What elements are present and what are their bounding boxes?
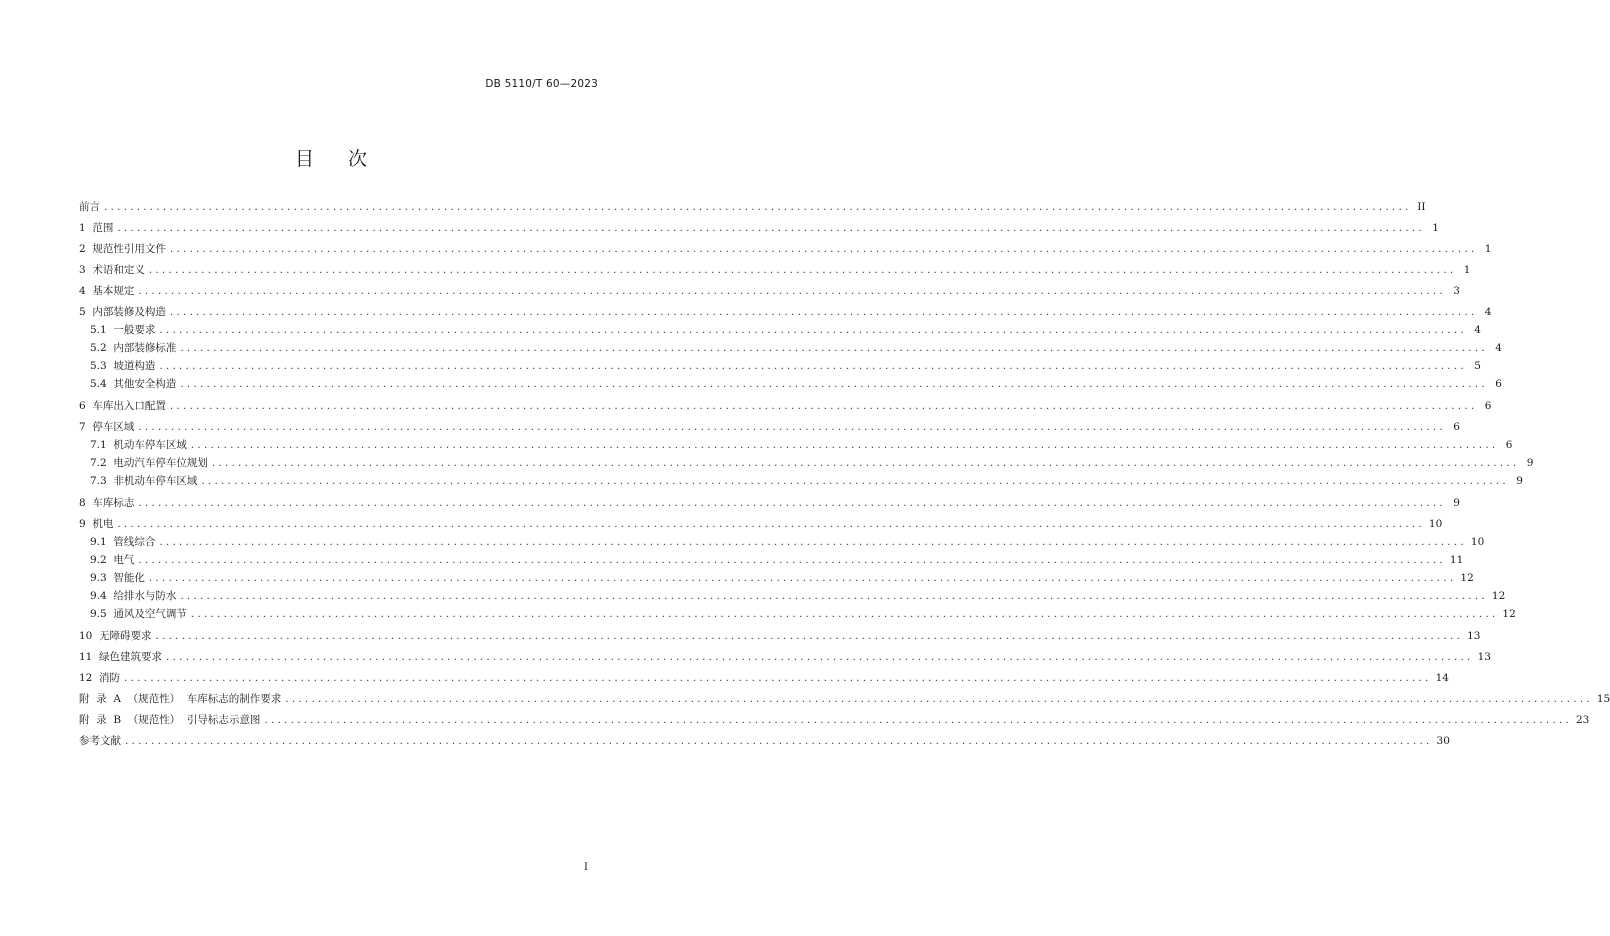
toc-entry-label: 7.3 非机动车停车区域 bbox=[90, 475, 198, 487]
document-code: DB 5110/T 60—2023 bbox=[485, 78, 598, 90]
toc-leader-dots: ........................................................................................................................................................................................................ bbox=[138, 421, 1446, 433]
table-of-contents bbox=[79, 200, 1610, 749]
toc-entry-label: 参考文献 bbox=[79, 735, 121, 747]
toc-entry-page: 13 bbox=[1467, 630, 1481, 642]
toc-entry-label: 9.1 管线综合 bbox=[90, 536, 156, 548]
toc-entry-page: 4 bbox=[1484, 306, 1492, 318]
toc-entry-page: II bbox=[1417, 201, 1426, 213]
toc-entry[interactable] bbox=[79, 650, 1491, 665]
toc-entry[interactable] bbox=[79, 734, 1450, 749]
toc-entry-page: 30 bbox=[1436, 735, 1450, 747]
toc-entry-label: 1 范围 bbox=[79, 222, 114, 234]
toc-entry-page: 6 bbox=[1484, 400, 1492, 412]
toc-entry[interactable] bbox=[79, 692, 1610, 707]
toc-entry-page: 9 bbox=[1526, 457, 1534, 469]
toc-entry[interactable] bbox=[79, 607, 1516, 622]
toc-entry[interactable] bbox=[79, 553, 1464, 568]
toc-entry[interactable] bbox=[79, 305, 1492, 320]
toc-entry-page: 6 bbox=[1505, 439, 1513, 451]
toc-entry-page: 5 bbox=[1474, 360, 1481, 372]
toc-entry[interactable] bbox=[79, 263, 1471, 278]
toc-entry-label: 5.2 内部装修标准 bbox=[90, 342, 177, 354]
toc-entry-page: 4 bbox=[1495, 342, 1502, 354]
toc-entry-page: 12 bbox=[1502, 608, 1516, 620]
toc-entry-page: 12 bbox=[1460, 572, 1474, 584]
toc-leader-dots: ........................................................................................................................................................................................................ bbox=[117, 222, 1425, 234]
toc-leader-dots: ........................................................................................................................................................................................................ bbox=[166, 651, 1474, 663]
toc-entry-page: 13 bbox=[1477, 651, 1491, 663]
toc-entry[interactable] bbox=[79, 474, 1523, 489]
toc-entry-label: 7.1 机动车停车区域 bbox=[90, 439, 187, 451]
toc-entry-page: 1 bbox=[1432, 222, 1439, 234]
toc-entry[interactable] bbox=[79, 671, 1449, 686]
toc-leader-dots: ........................................................................................................................................................................................................ bbox=[148, 572, 1457, 584]
toc-entry-page: 11 bbox=[1449, 554, 1464, 566]
toc-entry[interactable] bbox=[79, 517, 1443, 532]
toc-entry-label: 9.2 电气 bbox=[90, 554, 135, 566]
toc-entry-label: 7 停车区域 bbox=[79, 421, 135, 433]
toc-entry[interactable] bbox=[79, 399, 1492, 414]
toc-leader-dots: ........................................................................................................................................................................................................ bbox=[104, 201, 1412, 213]
page-title: 目 次 bbox=[294, 148, 382, 170]
toc-leader-dots: ........................................................................................................................................................................................................ bbox=[169, 400, 1478, 412]
toc-entry[interactable] bbox=[79, 571, 1474, 586]
toc-entry[interactable] bbox=[79, 221, 1439, 236]
toc-leader-dots: ........................................................................................................................................................................................................ bbox=[124, 672, 1432, 684]
toc-entry-page: 23 bbox=[1575, 714, 1590, 726]
toc-leader-dots: ........................................................................................................................................................................................................ bbox=[180, 342, 1488, 354]
toc-entry-page: 12 bbox=[1491, 590, 1506, 602]
toc-entry-page: 14 bbox=[1435, 672, 1449, 684]
toc-leader-dots: ........................................................................................................................................................................................................ bbox=[117, 518, 1425, 530]
toc-entry-label: 9.3 智能化 bbox=[90, 572, 145, 584]
toc-leader-dots: ........................................................................................................................................................................................................ bbox=[264, 714, 1572, 726]
toc-leader-dots: ........................................................................................................................................................................................................ bbox=[125, 735, 1433, 747]
toc-entry[interactable] bbox=[79, 200, 1426, 215]
toc-entry-page: 4 bbox=[1474, 324, 1481, 336]
toc-entry-page: 10 bbox=[1428, 518, 1443, 530]
toc-entry[interactable] bbox=[79, 420, 1460, 435]
toc-entry-label: 2 规范性引用文件 bbox=[79, 243, 166, 255]
toc-entry[interactable] bbox=[79, 323, 1481, 338]
toc-leader-dots: ........................................................................................................................................................................................................ bbox=[211, 457, 1520, 469]
toc-entry[interactable] bbox=[79, 341, 1502, 356]
toc-leader-dots: ........................................................................................................................................................................................................ bbox=[190, 439, 1499, 451]
toc-entry[interactable] bbox=[79, 456, 1534, 471]
toc-entry-page: 15 bbox=[1596, 693, 1610, 705]
toc-entry-label: 6 车库出入口配置 bbox=[79, 400, 166, 412]
toc-entry-label: 5.4 其他安全构造 bbox=[90, 378, 177, 390]
toc-leader-dots: ........................................................................................................................................................................................................ bbox=[159, 324, 1467, 336]
toc-entry-label: 5.3 坡道构造 bbox=[90, 360, 156, 372]
toc-entry[interactable] bbox=[79, 377, 1502, 392]
toc-leader-dots: ........................................................................................................................................................................................................ bbox=[159, 536, 1467, 548]
toc-entry-page: 1 bbox=[1463, 264, 1471, 276]
toc-entry[interactable] bbox=[79, 359, 1481, 374]
toc-leader-dots: ........................................................................................................................................................................................................ bbox=[285, 693, 1593, 705]
page-number: I bbox=[584, 862, 588, 873]
toc-entry[interactable] bbox=[79, 284, 1460, 299]
toc-entry-label: 8 车库标志 bbox=[79, 497, 135, 509]
toc-entry-label: 3 术语和定义 bbox=[79, 264, 145, 276]
toc-entry-label: 9.4 给排水与防水 bbox=[90, 590, 177, 602]
toc-entry[interactable] bbox=[79, 535, 1485, 550]
toc-entry-label: 附 录 B （规范性） 引导标志示意图 bbox=[79, 714, 261, 726]
toc-entry-page: 6 bbox=[1453, 421, 1460, 433]
toc-entry[interactable] bbox=[79, 589, 1506, 604]
toc-entry-label: 9 机电 bbox=[79, 518, 114, 530]
toc-leader-dots: ........................................................................................................................................................................................................ bbox=[180, 378, 1488, 390]
toc-entry-page: 9 bbox=[1516, 475, 1523, 487]
toc-entry-label: 5.1 一般要求 bbox=[90, 324, 156, 336]
toc-entry-page: 10 bbox=[1470, 536, 1485, 548]
toc-entry-page: 9 bbox=[1453, 497, 1460, 509]
toc-leader-dots: ........................................................................................................................................................................................................ bbox=[159, 360, 1467, 372]
toc-entry-label: 12 消防 bbox=[79, 672, 121, 684]
toc-leader-dots: ........................................................................................................................................................................................................ bbox=[148, 264, 1457, 276]
toc-leader-dots: ........................................................................................................................................................................................................ bbox=[138, 497, 1446, 509]
toc-leader-dots: ........................................................................................................................................................................................................ bbox=[155, 630, 1464, 642]
toc-leader-dots: ........................................................................................................................................................................................................ bbox=[180, 590, 1488, 602]
toc-entry[interactable] bbox=[79, 496, 1460, 511]
toc-leader-dots: ........................................................................................................................................................................................................ bbox=[169, 243, 1478, 255]
toc-entry-label: 附 录 A （规范性） 车库标志的制作要求 bbox=[79, 693, 282, 705]
toc-entry-page: 1 bbox=[1484, 243, 1492, 255]
toc-entry-label: 9.5 通风及空气调节 bbox=[90, 608, 187, 620]
toc-entry[interactable] bbox=[79, 438, 1513, 453]
toc-entry-page: 6 bbox=[1495, 378, 1502, 390]
toc-entry[interactable] bbox=[79, 242, 1492, 257]
toc-leader-dots: ........................................................................................................................................................................................................ bbox=[190, 608, 1499, 620]
toc-entry[interactable] bbox=[79, 713, 1590, 728]
toc-leader-dots: ........................................................................................................................................................................................................ bbox=[169, 306, 1478, 318]
toc-entry[interactable] bbox=[79, 629, 1481, 644]
toc-entry-page: 3 bbox=[1453, 285, 1460, 297]
toc-entry-label: 5 内部装修及构造 bbox=[79, 306, 166, 318]
toc-entry-label: 11 绿色建筑要求 bbox=[79, 651, 163, 663]
toc-leader-dots: ........................................................................................................................................................................................................ bbox=[138, 285, 1446, 297]
toc-entry-label: 4 基本规定 bbox=[79, 285, 135, 297]
toc-entry-label: 前言 bbox=[79, 201, 100, 213]
toc-entry-label: 7.2 电动汽车停车位规划 bbox=[90, 457, 208, 469]
toc-leader-dots: ........................................................................................................................................................................................................ bbox=[201, 475, 1509, 487]
toc-entry-label: 10 无障碍要求 bbox=[79, 630, 152, 642]
toc-leader-dots: ........................................................................................................................................................................................................ bbox=[138, 554, 1446, 566]
